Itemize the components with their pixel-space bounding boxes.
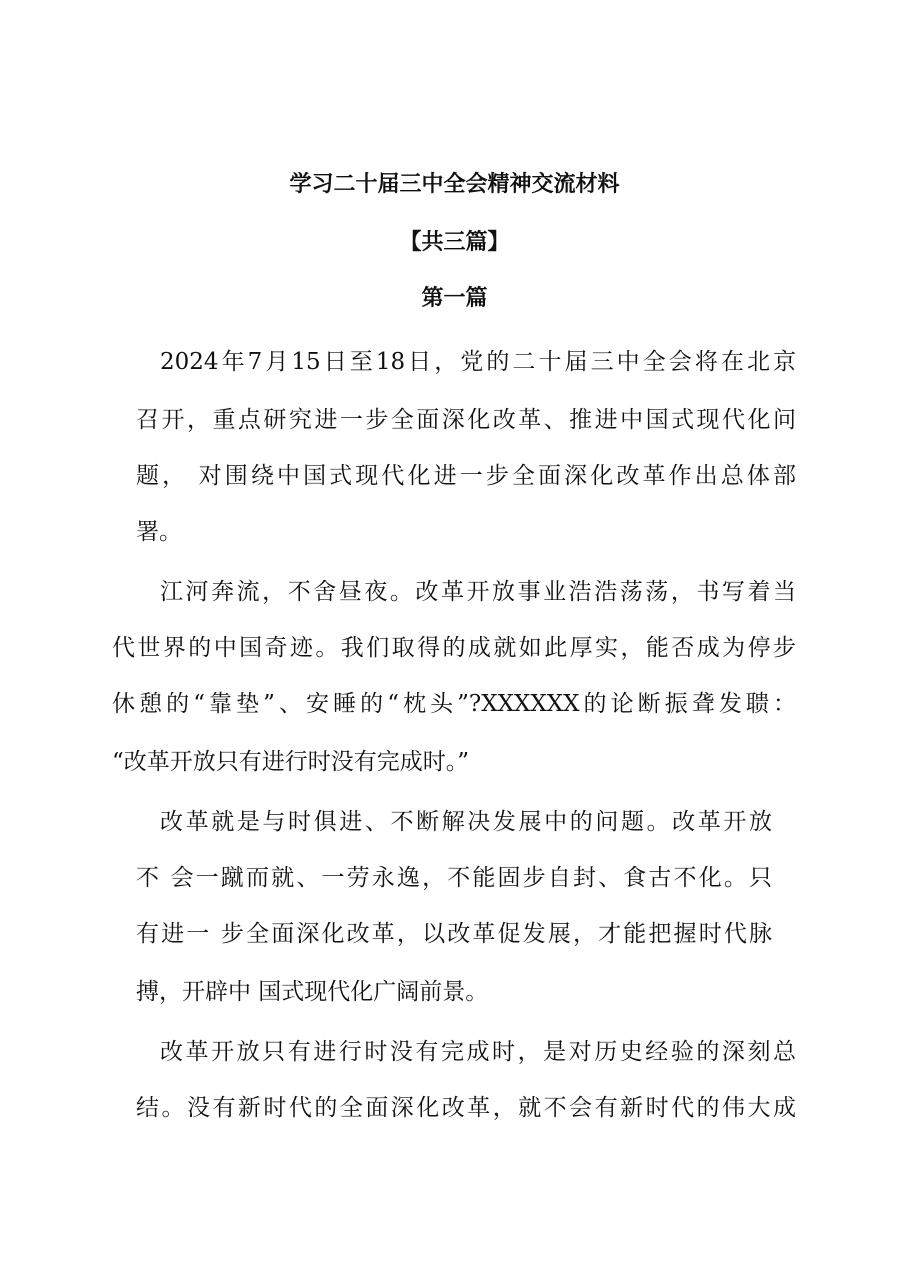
paragraph-2-line-3: 休憩的“靠垫”、安睡的“枕头”?XXXXXX的论断振聋发聩： xyxy=(112,691,796,717)
paragraph-3-line-1: 改革就是与时俱进、不断解决发展中的问题。改革开放 xyxy=(160,809,772,835)
paragraph-4-line-1: 改革开放只有进行时没有完成时，是对历史经验的深刻总 xyxy=(160,1039,796,1065)
paragraph-2-line-4: “改革开放只有进行时没有完成时。” xyxy=(112,749,470,775)
document-subtitle: 【共三篇】 xyxy=(399,230,510,255)
paragraph-2-line-1: 江河奔流，不舍昼夜。改革开放事业浩浩荡荡，书写着当 xyxy=(160,579,796,605)
paragraph-1-line-4: 署。 xyxy=(136,519,182,545)
paragraph-3-line-2: 不 会一蹴而就、一劳永逸，不能固步自封、食古不化。只 xyxy=(136,865,772,891)
document-title: 学习二十届三中全会精神交流材料 xyxy=(289,172,620,197)
paragraph-1-line-3: 题， 对围绕中国式现代化进一步全面深化改革作出总体部 xyxy=(136,463,796,489)
paragraph-3-line-3: 有进一 步全面深化改革，以改革促发展，才能把握时代脉 xyxy=(136,921,772,947)
paragraph-1-line-1: 2024年7月15日至18日，党的二十届三中全会将在北京 xyxy=(160,349,796,375)
paragraph-3-line-4: 搏，开辟中 国式现代化广阔前景。 xyxy=(136,979,489,1005)
paragraph-2-line-2: 代世界的中国奇迹。我们取得的成就如此厚实，能否成为停步 xyxy=(112,635,796,661)
part-heading: 第一篇 xyxy=(421,286,488,311)
paragraph-4-line-2: 结。没有新时代的全面深化改革，就不会有新时代的伟大成 xyxy=(136,1095,796,1121)
paragraph-1-line-2: 召开，重点研究进一步全面深化改革、推进中国式现代化问 xyxy=(136,407,796,433)
